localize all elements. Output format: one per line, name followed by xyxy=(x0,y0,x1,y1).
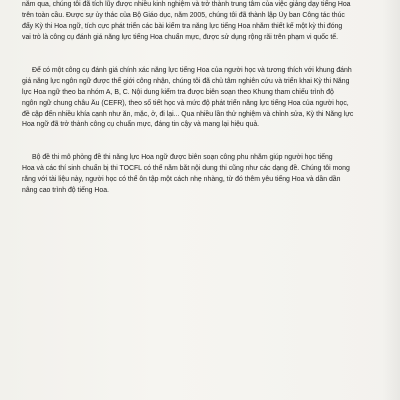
paragraph-line: lực Hoa ngữ theo ba nhóm A, B, C. Nội dung kiểm tra được biên soạn theo Khung tham chiếu trình độ xyxy=(22,88,334,96)
paragraph-line: ngôn ngữ chung châu Âu (CEFR), theo số tiết học và mức độ phát triển năng lực tiếng Hoa của người học, xyxy=(22,99,349,107)
paragraph-line: Bộ đề thi mô phỏng đề thi năng lực Hoa ngữ được biên soạn công phu nhằm giúp người học tiếng xyxy=(32,154,333,161)
paragraph-line: vai trò là công cụ đánh giá năng lực tiếng Hoa chuẩn mực, được sử dụng rộng rãi trên phạm vi quốc tế. xyxy=(22,33,338,41)
paragraph-line: rằng với tài liệu này, người học có thể ôn tập một cách nhẹ nhàng, từ đó thêm yêu tiếng Hoa và dần dần xyxy=(22,175,341,183)
paragraph-assessment xyxy=(22,66,378,131)
paragraph-line: Để có một công cụ đánh giá chính xác năng lực tiếng Hoa của người học và tương thích với khung đánh xyxy=(32,67,352,74)
paragraph-line: Hoa và các thí sinh chuẩn bị thi TOCFL có thể nắm bắt nội dung thi cũng như các dạng đề. Chúng tôi mong xyxy=(22,164,350,172)
paragraph-line: đẩy Kỳ thi Hoa ngữ, tích cực phát triển các bài kiểm tra năng lực tiếng Hoa nhằm thiết kế một kỳ thi đóng xyxy=(22,22,343,30)
paragraph-mock-test xyxy=(22,153,378,197)
paragraph-line: trên toàn cầu. Được sự ủy thác của Bộ Giáo dục, năm 2005, chúng tôi đã thành lập Ủy ban Công tác thúc xyxy=(22,11,345,19)
paragraph-line: giá năng lực ngôn ngữ được thế giới công nhận, chúng tôi đã chủ tâm nghiên cứu và triển khai Kỳ thi Năng xyxy=(22,77,350,85)
paragraph-line: Hoa ngữ đã trở thành công cụ chuẩn mực, đáng tin cậy và mang lại hiệu quả. xyxy=(22,121,260,129)
page-edge-shadow xyxy=(382,0,400,400)
paragraph-line: đề cập đến nhiều khía cạnh như ăn, mặc, ở, đi lại... Qua nhiều lần thử nghiệm và chỉnh sửa, Kỳ thi Năng lực xyxy=(22,110,354,118)
paragraph-line: nâng cao trình độ tiếng Hoa. xyxy=(22,186,109,194)
paragraph-intro xyxy=(22,0,378,44)
paragraph-line: năm qua, chúng tôi đã tích lũy được nhiều kinh nghiệm và trở thành trung tâm của việc giảng dạy tiếng Hoa xyxy=(22,1,351,8)
